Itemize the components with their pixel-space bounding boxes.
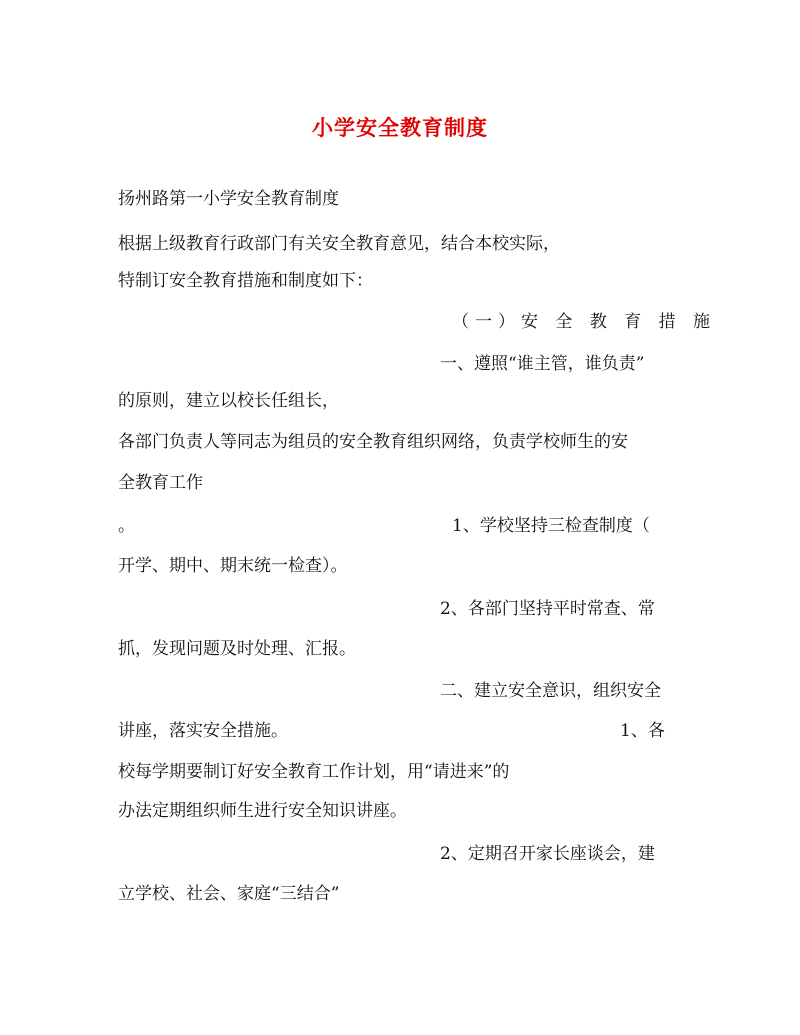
- paragraph-line: 。: [118, 516, 135, 536]
- paragraph-line: 扬州路第一小学安全教育制度: [118, 189, 339, 209]
- paragraph-line: 1、各: [620, 721, 665, 741]
- section-heading: （一）安 全 教 育 措 施: [452, 312, 717, 332]
- paragraph-line: 立学校、社会、家庭“三结合”: [118, 884, 340, 904]
- paragraph-line: 的原则，建立以校长任组长，: [118, 391, 339, 411]
- paragraph-line: 全教育工作: [118, 473, 203, 493]
- paragraph-line: 抓，发现问题及时处理、汇报。: [118, 639, 356, 659]
- paragraph-line: 特制订安全教育措施和制度如下：: [118, 271, 373, 291]
- document-title: 小学安全教育制度: [312, 115, 488, 140]
- paragraph-line: 根据上级教育行政部门有关安全教育意见，结合本校实际，: [118, 234, 560, 254]
- paragraph-line: 校每学期要制订好安全教育工作计划，用“请进来”的: [118, 762, 510, 782]
- paragraph-line: 一、遵照“谁主管，谁负责”: [440, 354, 645, 374]
- paragraph-line: 1、学校坚持三检查制度（: [452, 516, 650, 536]
- paragraph-line: 2、定期召开家长座谈会，建: [440, 844, 655, 864]
- paragraph-line: 2、各部门坚持平时常查、常: [440, 599, 655, 619]
- paragraph-line: 各部门负责人等同志为组员的安全教育组织网络，负责学校师生的安: [118, 432, 628, 452]
- paragraph-line: 二、建立安全意识，组织安全: [440, 681, 661, 701]
- paragraph-line: 开学、期中、期末统一检查）。: [118, 556, 348, 576]
- paragraph-line: 办法定期组织师生进行安全知识讲座。: [118, 801, 407, 821]
- paragraph-line: 讲座，落实安全措施。: [118, 721, 288, 741]
